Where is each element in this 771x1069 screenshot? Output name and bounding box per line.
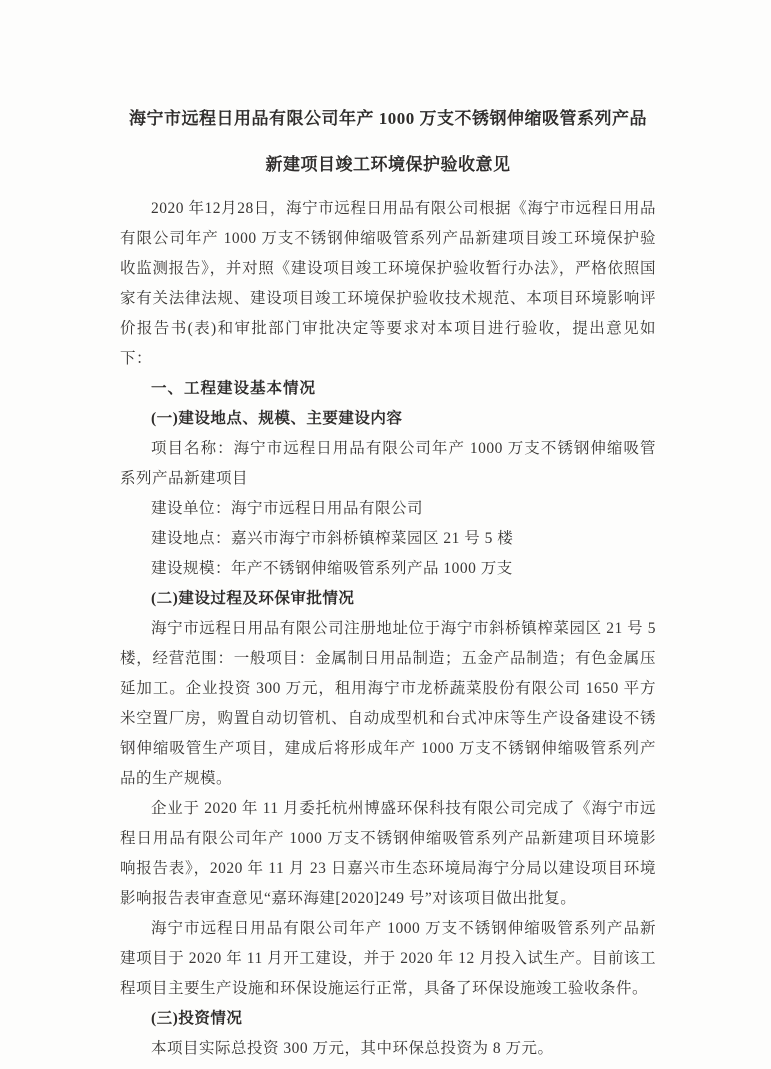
subsection-1-1-heading: (一)建设地点、规模、主要建设内容 — [151, 410, 403, 427]
subsection-1-2-heading: (二)建设过程及环保审批情况 — [151, 590, 355, 607]
document-content — [120, 96, 656, 1064]
document-title — [120, 96, 656, 188]
document-title-line-1: 海宁市远程日用品有限公司年产 1000 万支不锈钢伸缩吸管系列产品 — [129, 109, 647, 128]
intro-paragraph: 2020 年12月28日，海宁市远程日用品有限公司根据《海宁市远程日用品有限公司年产 1000 万支不锈钢伸缩吸管系列产品新建项目竣工环境保护验收监测报告》，并对照《建设项目竣工环境保护验收暂行办法》，严格依照国家有关法律法规、建设项目竣工环境保护验收技术规范、本项目环境影响评价报告书(表)和审批部门审批决定等要求对本项目进行验收，提出意见如下： — [120, 200, 656, 367]
document-title-line-2: 新建项目竣工环境保护验收意见 — [265, 155, 511, 174]
construction-process-paragraph-2: 企业于 2020 年 11 月委托杭州博盛环保科技有限公司完成了《海宁市远程日用品有限公司年产 1000 万支不锈钢伸缩吸管系列产品新建项目环境影响报告表》，2020 年 11 月 23 日嘉兴市生态环境局海宁分局以建设项目环境影响报告表审查意见“嘉环海建[2020]249 号”对该项目做出批复。 — [120, 800, 656, 907]
construction-process-paragraph-3: 海宁市远程日用品有限公司年产 1000 万支不锈钢伸缩吸管系列产品新建项目于 2020 年 11 月开工建设，并于 2020 年 12 月投入试生产。目前该工程项目主要生产设施和环保设施运行正常，具备了环保设施竣工验收条件。 — [120, 920, 656, 997]
location-line: 建设地点：嘉兴市海宁市斜桥镇榨菜园区 21 号 5 楼 — [151, 530, 514, 547]
construction-process-paragraph-1: 海宁市远程日用品有限公司注册地址位于海宁市斜桥镇榨菜园区 21 号 5 楼，经营范围：一般项目：金属制日用品制造；五金产品制造；有色金属压延加工。企业投资 300 万元，租用海宁市龙桥蔬菜股份有限公司 1650 平方米空置厂房，购置自动切管机、自动成型机和台式冲床等生产设备建设不锈钢伸缩吸管生产项目，建成后将形成年产 1000 万支不锈钢伸缩吸管系列产品的生产规模。 — [120, 620, 656, 787]
investment-paragraph: 本项目实际总投资 300 万元，其中环保总投资为 8 万元。 — [151, 1040, 554, 1057]
subsection-1-3-heading: (三)投资情况 — [151, 1010, 243, 1027]
project-name-line: 项目名称：海宁市远程日用品有限公司年产 1000 万支不锈钢伸缩吸管系列产品新建项目 — [120, 440, 656, 487]
scale-line: 建设规模：年产不锈钢伸缩吸管系列产品 1000 万支 — [151, 560, 513, 577]
section-1-heading: 一、工程建设基本情况 — [151, 380, 317, 397]
builder-line: 建设单位：海宁市远程日用品有限公司 — [151, 500, 424, 517]
